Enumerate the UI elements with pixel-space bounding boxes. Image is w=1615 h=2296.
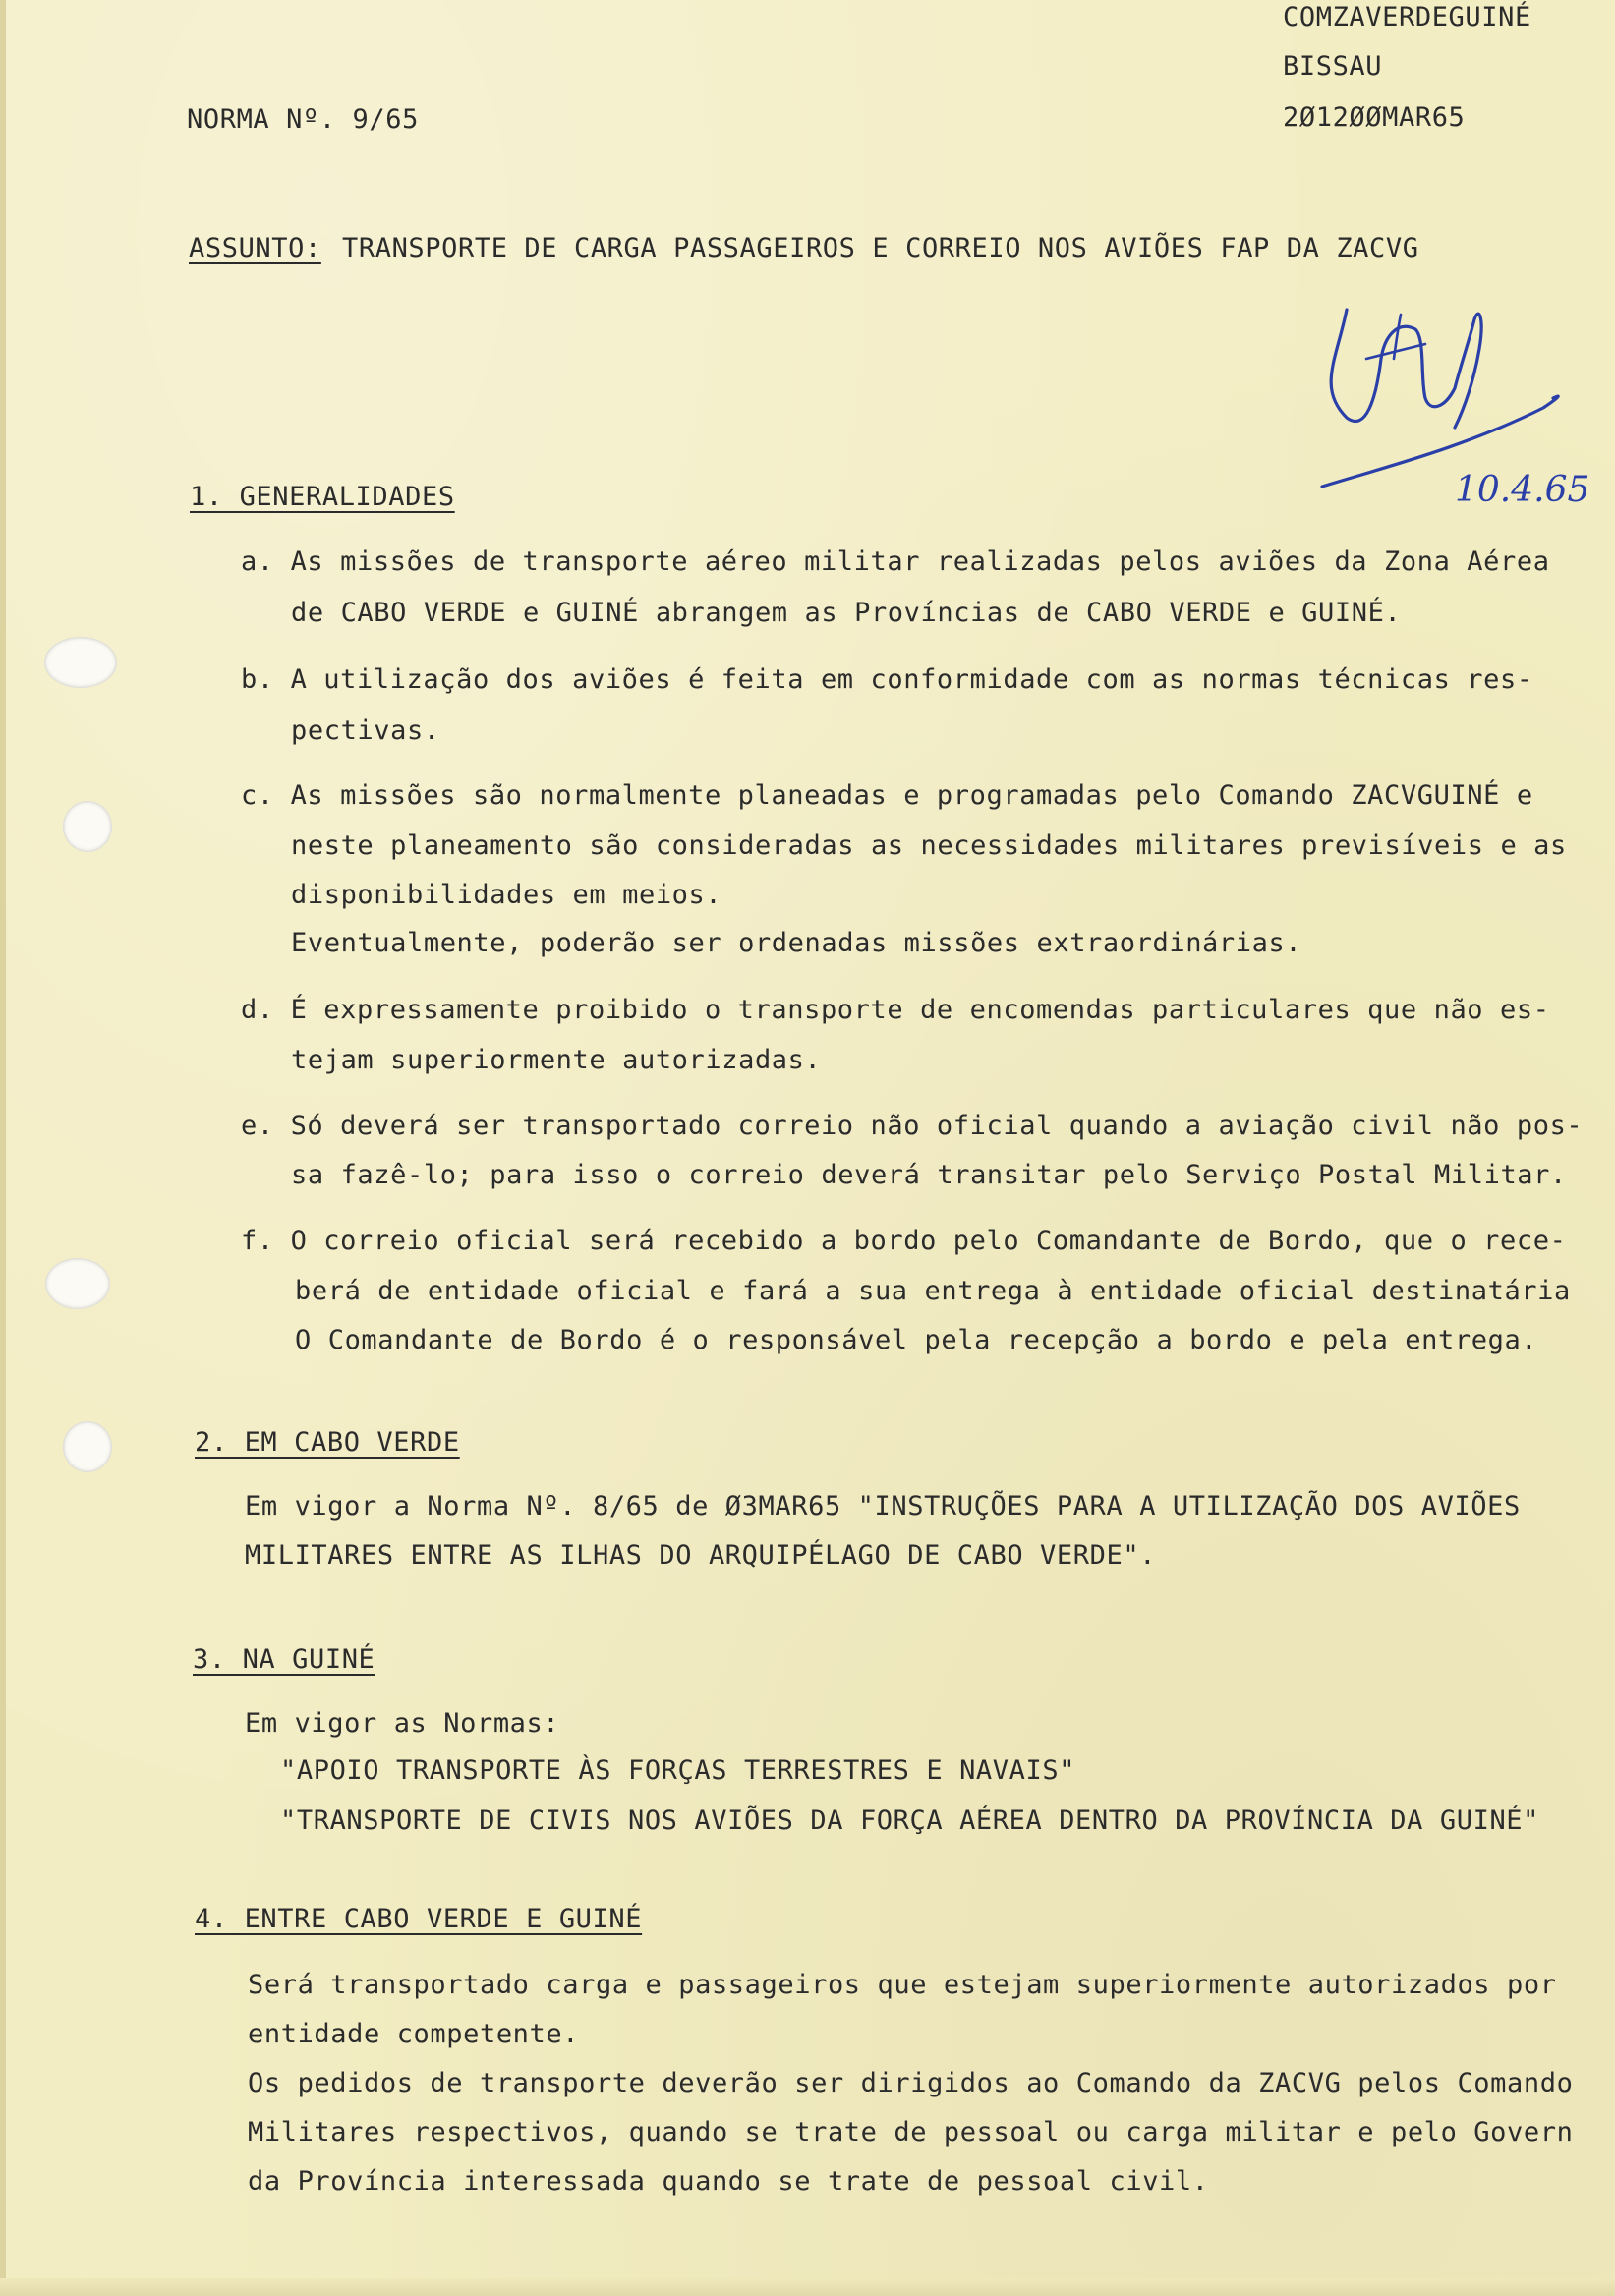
punch-hole [44, 637, 117, 688]
subject-text: TRANSPORTE DE CARGA PASSAGEIROS E CORREIO NOS AVIÕES FAP DA ZACVG [342, 233, 1419, 263]
item-b-line-1: b. A utilização dos aviões é feita em conformidade com as normas técnicas res- [241, 664, 1533, 695]
item-b-line-2: pectivas. [291, 716, 440, 746]
section-2-line-1: Em vigor a Norma Nº. 8/65 de Ø3MAR65 "INSTRUÇÕES PARA A UTILIZAÇÃO DOS AVIÕES [245, 1491, 1521, 1521]
item-f-line-3: O Comandante de Bordo é o responsável pela recepção a bordo e pela entrega. [295, 1325, 1538, 1355]
section-4-line-2: entidade competente. [248, 2019, 580, 2049]
section-3-line-3: "TRANSPORTE DE CIVIS NOS AVIÕES DA FORÇA AÉREA DENTRO DA PROVÍNCIA DA GUINÉ" [280, 1806, 1540, 1836]
section-3-line-1: Em vigor as Normas: [245, 1708, 560, 1739]
section-4-line-4: Militares respectivos, quando se trate de pessoal ou carga militar e pelo Govern [248, 2117, 1574, 2148]
section-4-heading [195, 1904, 642, 1934]
section-2-heading-text: 2. EM CABO VERDE [195, 1427, 460, 1458]
section-4-heading-text: 4. ENTRE CABO VERDE E GUINÉ [195, 1904, 643, 1934]
item-c-line-1: c. As missões são normalmente planeadas e programadas pelo Comando ZACVGUINÉ e [241, 780, 1533, 811]
section-3-line-2: "APOIO TRANSPORTE ÀS FORÇAS TERRESTRES E NAVAIS" [280, 1755, 1076, 1786]
item-c-line-2: neste planeamento são consideradas as necessidades militares previsíveis e as [291, 831, 1567, 861]
item-e-line-1: e. Só deverá ser transportado correio não oficial quando a aviação civil não pos- [241, 1111, 1584, 1141]
section-1-heading-text: 1. GENERALIDADES [190, 482, 455, 512]
item-a-line-1: a. As missões de transporte aéreo militar realizadas pelos aviões da Zona Aérea [241, 546, 1550, 577]
item-f-line-1: f. O correio oficial será recebido a bordo pelo Comandante de Bordo, que o rece- [241, 1226, 1567, 1256]
header-place: BISSAU [1283, 51, 1383, 82]
section-3-heading [193, 1644, 375, 1675]
item-c-line-3: disponibilidades em meios. [291, 880, 722, 910]
paper-edge-bottom [0, 2278, 1615, 2296]
signature-date: 10.4.65 [1455, 470, 1590, 510]
punch-hole [63, 1421, 112, 1472]
punch-hole [63, 801, 112, 852]
section-3-heading-text: 3. NA GUINÉ [193, 1644, 375, 1675]
item-f-line-2: berá de entidade oficial e fará a sua entrega à entidade oficial destinatária [295, 1276, 1571, 1306]
item-d-line-2: tejam superiormente autorizadas. [291, 1045, 822, 1075]
section-1-heading [190, 482, 455, 512]
paper-edge-left [0, 0, 6, 2296]
subject-label: ASSUNTO: [189, 233, 321, 263]
header-date: 2Ø12ØØMAR65 [1283, 102, 1466, 133]
section-4-line-5: da Província interessada quando se trate de pessoal civil. [248, 2166, 1209, 2197]
section-4-line-1: Será transportado carga e passageiros que estejam superiormente autorizados por [248, 1970, 1557, 2000]
section-2-heading [195, 1427, 460, 1458]
item-d-line-1: d. É expressamente proibido o transporte de encomendas particulares que não es- [241, 995, 1550, 1025]
section-4-line-3: Os pedidos de transporte deverão ser dirigidos ao Comando da ZACVG pelos Comando [248, 2068, 1574, 2098]
item-a-line-2: de CABO VERDE e GUINÉ abrangem as Províncias de CABO VERDE e GUINÉ. [291, 598, 1402, 628]
handwritten-signature [1307, 300, 1602, 526]
punch-hole [45, 1258, 110, 1309]
item-e-line-2: sa fazê-lo; para isso o correio deverá transitar pelo Serviço Postal Militar. [291, 1160, 1567, 1190]
norma-number: NORMA Nº. 9/65 [187, 104, 419, 135]
header-command: COMZAVERDEGUINÉ [1283, 2, 1531, 32]
item-c-line-4: Eventualmente, poderão ser ordenadas missões extraordinárias. [291, 928, 1302, 958]
section-2-line-2: MILITARES ENTRE AS ILHAS DO ARQUIPÉLAGO DE CABO VERDE". [245, 1540, 1157, 1571]
